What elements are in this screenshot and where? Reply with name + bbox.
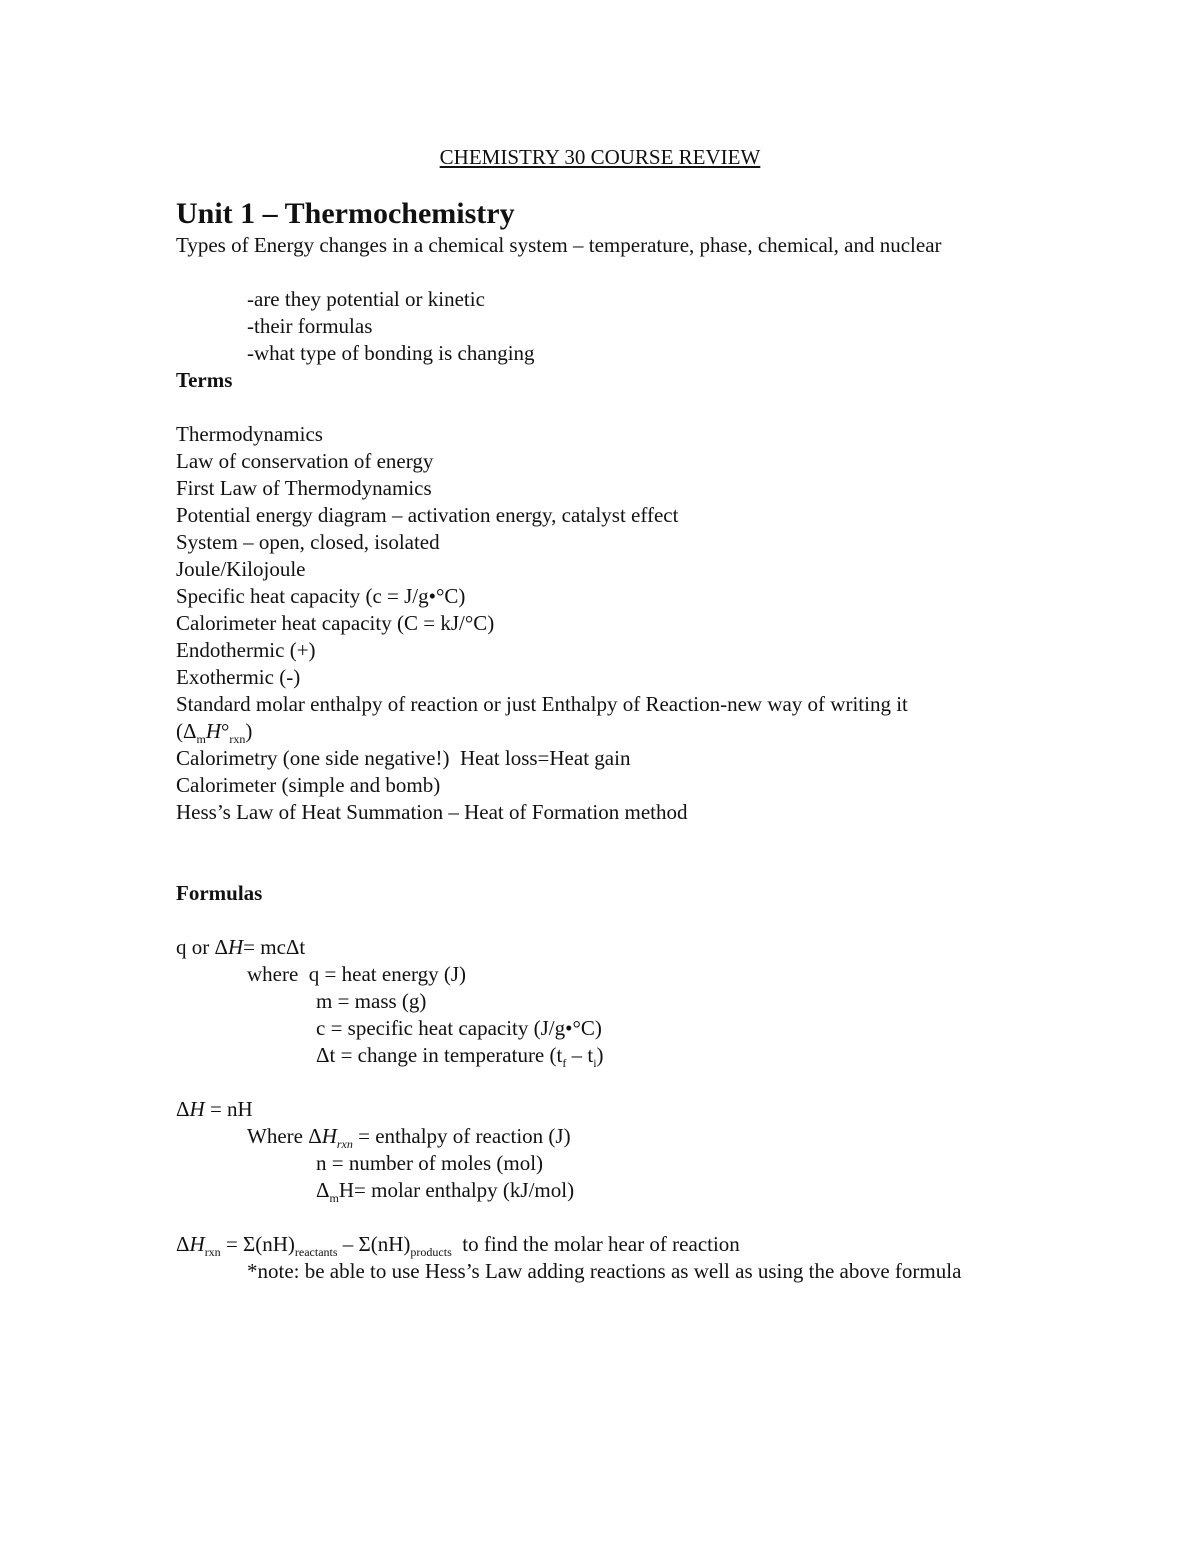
formula-italic: H — [189, 1097, 205, 1121]
formula-part: – t — [566, 1043, 594, 1067]
formula-part: H= molar enthalpy (kJ/mol) — [338, 1178, 575, 1202]
symbol-sub: rxn — [229, 732, 246, 747]
formula-part: = enthalpy of reaction (J) — [352, 1124, 571, 1148]
spacer — [176, 907, 1026, 934]
spacer — [176, 1204, 1026, 1231]
formula-sub-text: rxn — [336, 1137, 353, 1152]
formula-def — [176, 1177, 1026, 1204]
formula-def: n = number of moles (mol) — [316, 1151, 544, 1175]
symbol-italic: H — [205, 719, 222, 743]
formula-part: ) — [596, 1043, 604, 1067]
formula-sub: reactants — [294, 1245, 338, 1260]
term-symbol — [176, 718, 1026, 745]
formula-part: Δ — [316, 1178, 330, 1202]
formula-sub: products — [410, 1245, 452, 1260]
intro-point: -their formulas — [247, 314, 373, 338]
formulas-heading: Formulas — [176, 881, 263, 905]
term-item: Hess’s Law of Heat Summation – Heat of Formation method — [176, 800, 688, 824]
formula-part: – Σ(nH) — [337, 1232, 411, 1256]
term-item: Exothermic (-) — [176, 665, 301, 689]
intro-paragraph: Types of Energy changes in a chemical system – temperature, phase, chemical, and nuclear — [176, 233, 942, 257]
formula-heat — [176, 934, 1026, 961]
term-item: Thermodynamics — [176, 422, 323, 446]
formula-hess — [176, 1231, 1026, 1258]
symbol-degree: ° — [221, 719, 230, 743]
document-body — [176, 232, 1026, 1285]
document-title: CHEMISTRY 30 COURSE REVIEW — [439, 145, 761, 169]
term-item: Calorimeter heat capacity (C = kJ/°C) — [176, 611, 495, 635]
spacer — [176, 826, 1026, 880]
formula-sub: i — [593, 1056, 597, 1071]
term-item: Standard molar enthalpy of reaction or just Enthalpy of Reaction-new way of writing it — [176, 692, 908, 716]
term-item: Endothermic (+) — [176, 638, 316, 662]
term-item: Law of conservation of energy — [176, 449, 434, 473]
formula-part: Where Δ — [247, 1124, 322, 1148]
symbol-part: ) — [245, 719, 253, 743]
symbol-part: (Δ — [176, 719, 197, 743]
formula-part: = mcΔt — [243, 935, 306, 959]
spacer — [176, 1069, 1026, 1096]
formula-def — [176, 1042, 1026, 1069]
formula-sub: rxn — [204, 1245, 221, 1260]
terms-heading: Terms — [176, 368, 233, 392]
formula-part: = nH — [204, 1097, 253, 1121]
symbol-sub: m — [196, 732, 206, 747]
formula-part: Δ — [176, 1097, 190, 1121]
unit-heading: Unit 1 – Thermochemistry — [176, 197, 515, 230]
formula-italic: H — [228, 935, 244, 959]
formula-where — [176, 1123, 1026, 1150]
formula-part: = Σ(nH) — [220, 1232, 295, 1256]
formula-part: Δt = change in temperature (t — [316, 1043, 563, 1067]
term-item: Calorimeter (simple and bomb) — [176, 773, 441, 797]
term-item: Specific heat capacity (c = J/g•°C) — [176, 584, 466, 608]
term-item: Calorimetry (one side negative!) Heat loss=Heat gain — [176, 746, 631, 770]
term-item: System – open, closed, isolated — [176, 530, 440, 554]
term-item: Joule/Kilojoule — [176, 557, 306, 581]
formula-italic: H — [189, 1232, 205, 1256]
formula-def: c = specific heat capacity (J/g•°C) — [316, 1016, 602, 1040]
formula-enthalpy — [176, 1096, 1026, 1123]
formula-def: m = mass (g) — [316, 989, 427, 1013]
formula-note: *note: be able to use Hess’s Law adding reactions as well as using the above formula — [247, 1259, 962, 1283]
formula-where: where q = heat energy (J) — [247, 962, 467, 986]
term-item: First Law of Thermodynamics — [176, 476, 432, 500]
spacer — [176, 394, 1026, 421]
term-item: Potential energy diagram – activation energy, catalyst effect — [176, 503, 679, 527]
formula-italic: H — [321, 1124, 337, 1148]
formula-part: Δ — [176, 1232, 190, 1256]
formula-sub: f — [562, 1056, 567, 1071]
intro-point: -are they potential or kinetic — [247, 287, 485, 311]
formula-sub: m — [329, 1191, 339, 1206]
formula-part: q or Δ — [176, 935, 228, 959]
formula-part: to find the molar hear of reaction — [451, 1232, 740, 1256]
intro-point: -what type of bonding is changing — [247, 341, 535, 365]
